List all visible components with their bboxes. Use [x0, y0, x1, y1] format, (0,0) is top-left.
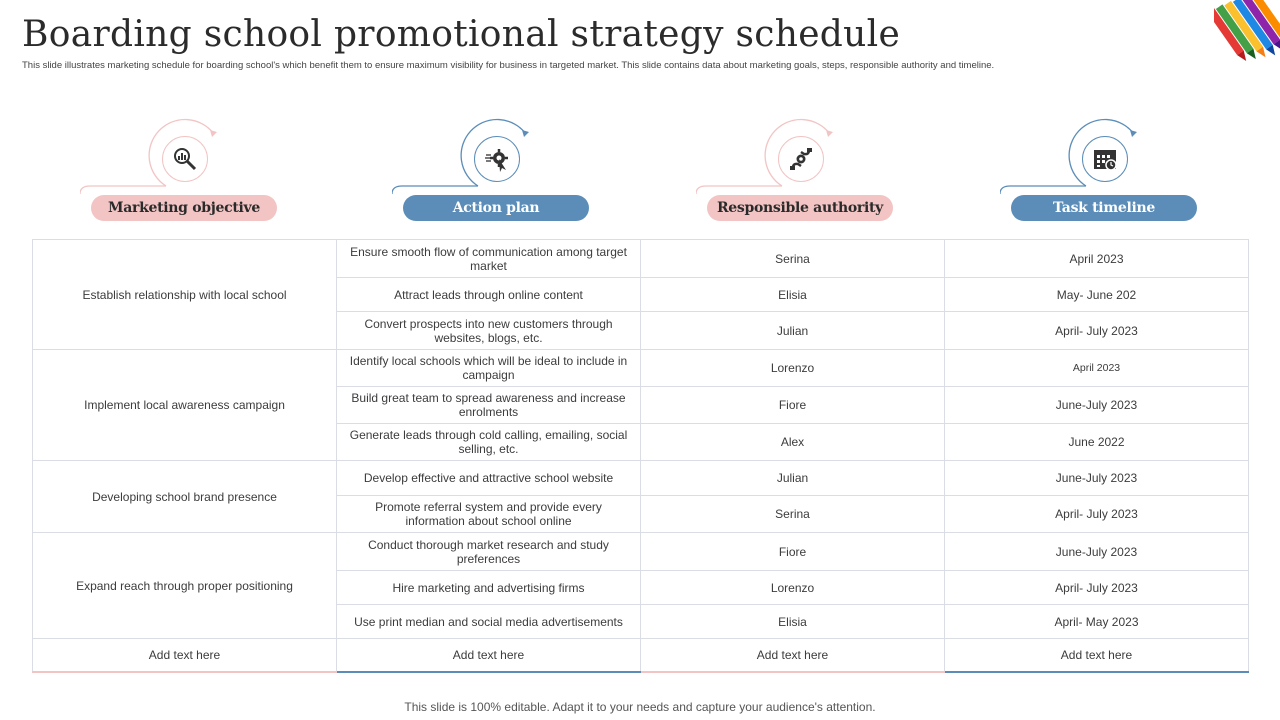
authority-cell: Lorenzo — [641, 350, 945, 387]
header-label: Responsible authority — [707, 195, 893, 221]
calendar-icon — [1082, 136, 1128, 182]
action-cell: Hire marketing and advertising firms — [337, 571, 641, 605]
action-cell: Convert prospects into new customers through websites, blogs, etc. — [337, 312, 641, 350]
action-cell: Conduct thorough market research and study preferences — [337, 533, 641, 571]
authority-cell: Serina — [641, 496, 945, 533]
slide-footer: This slide is 100% editable. Adapt it to your needs and capture your audience's attention. — [404, 700, 876, 714]
authority-cell: Elisia — [641, 605, 945, 639]
action-cell: Ensure smooth flow of communication among target market — [337, 240, 641, 278]
timeline-cell: April- July 2023 — [945, 312, 1249, 350]
timeline-cell: June-July 2023 — [945, 533, 1249, 571]
action-cell: Use print median and social media advertisements — [337, 605, 641, 639]
objective-cell: Expand reach through proper positioning — [33, 533, 337, 639]
authority-cell: Serina — [641, 240, 945, 278]
header-label: Marketing objective — [91, 195, 277, 221]
header-marketing-objective — [80, 118, 280, 228]
placeholder-cell[interactable]: Add text here — [33, 639, 337, 673]
magnifier-chart-icon — [162, 136, 208, 182]
authority-cell: Elisia — [641, 278, 945, 312]
timeline-cell: April 2023 — [945, 240, 1249, 278]
placeholder-cell[interactable]: Add text here — [641, 639, 945, 673]
timeline-cell: April- July 2023 — [945, 496, 1249, 533]
header-label: Action plan — [403, 195, 589, 221]
timeline-cell: June-July 2023 — [945, 461, 1249, 496]
crayons-icon — [1214, 0, 1280, 72]
action-cell: Build great team to spread awareness and increase enrolments — [337, 387, 641, 424]
action-cell: Promote referral system and provide every information about school online — [337, 496, 641, 533]
slide-subtitle: This slide illustrates marketing schedule for boarding school's which benefit them to ensure maximum visibility for business in targeted market. This slide contains data about marketing goals, steps, responsible authority and timeline. — [22, 60, 995, 71]
placeholder-cell[interactable]: Add text here — [945, 639, 1249, 673]
slide-title: Boarding school promotional strategy schedule — [22, 14, 901, 55]
table-row — [33, 240, 1249, 278]
header-task-timeline — [1000, 118, 1200, 228]
timeline-cell: May- June 202 — [945, 278, 1249, 312]
placeholder-row — [33, 639, 1249, 673]
action-cell: Identify local schools which will be ideal to include in campaign — [337, 350, 641, 387]
table-row — [33, 350, 1249, 387]
timeline-cell: April- July 2023 — [945, 571, 1249, 605]
objective-cell: Establish relationship with local school — [33, 240, 337, 350]
table-row — [33, 461, 1249, 496]
header-label: Task timeline — [1011, 195, 1197, 221]
objective-cell: Developing school brand presence — [33, 461, 337, 533]
authority-cell: Julian — [641, 461, 945, 496]
authority-cell: Julian — [641, 312, 945, 350]
header-action-plan — [392, 118, 592, 228]
authority-cell: Alex — [641, 424, 945, 461]
authority-cell: Lorenzo — [641, 571, 945, 605]
action-cell: Attract leads through online content — [337, 278, 641, 312]
timeline-cell: June-July 2023 — [945, 387, 1249, 424]
table-row — [33, 533, 1249, 571]
objective-cell: Implement local awareness campaign — [33, 350, 337, 461]
header-responsible-authority — [696, 118, 896, 228]
timeline-cell: April- May 2023 — [945, 605, 1249, 639]
action-cell: Generate leads through cold calling, emailing, social selling, etc. — [337, 424, 641, 461]
placeholder-cell[interactable]: Add text here — [337, 639, 641, 673]
authority-cell: Fiore — [641, 533, 945, 571]
schedule-table — [32, 239, 1249, 673]
gear-cursor-icon — [474, 136, 520, 182]
hands-gear-icon — [778, 136, 824, 182]
action-cell: Develop effective and attractive school website — [337, 461, 641, 496]
timeline-cell: April 2023 — [945, 350, 1249, 387]
authority-cell: Fiore — [641, 387, 945, 424]
timeline-cell: June 2022 — [945, 424, 1249, 461]
